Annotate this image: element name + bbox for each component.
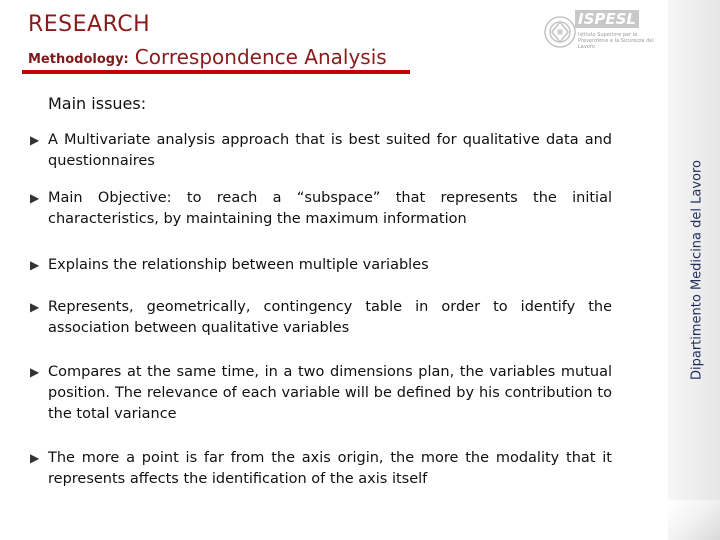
bullet-item [30, 362, 612, 425]
main-issues-heading: Main issues: [48, 94, 147, 113]
bullet-text: Represents, geometrically, contingency table in order to identify the association between qualitative variables [48, 299, 612, 336]
title-prefix: Methodology: [28, 52, 129, 67]
side-department-label: Dipartimento Medicina del Lavoro [689, 159, 705, 381]
page-title: Correspondence Analysis [134, 45, 387, 69]
triangle-right-icon: ▶ [30, 133, 40, 147]
triangle-right-icon: ▶ [30, 258, 40, 272]
bullet-text: Explains the relationship between multiple variables [48, 257, 429, 273]
title-bar-inner [22, 40, 410, 70]
bullet-item [30, 188, 612, 230]
bullet-text: Compares at the same time, in a two dimensions plan, the variables mutual position. The relevance of each variable will be defined by his contribution to the total variance [48, 364, 612, 422]
triangle-right-icon: ▶ [30, 300, 40, 314]
logo-text: ISPESL [575, 10, 639, 28]
bullet-text: The more a point is far from the axis origin, the more the modality that it represents affects the identification of the axis itself [48, 450, 612, 487]
logo-subtitle: Istituto Superiore per la Prevenzione e la Sicurezza del Lavoro [578, 32, 654, 50]
bullet-item [30, 448, 612, 490]
bullet-text: Main Objective: to reach a “subspace” that represents the initial characteristics, by maintaining the maximum information [48, 190, 612, 227]
section-title: RESEARCH [28, 12, 151, 37]
triangle-right-icon: ▶ [30, 365, 40, 379]
bullet-item [30, 255, 612, 276]
page-fold-decoration [668, 500, 720, 540]
title-bar [22, 40, 410, 74]
triangle-right-icon: ▶ [30, 191, 40, 205]
triangle-right-icon: ▶ [30, 451, 40, 465]
bullet-text: A Multivariate analysis approach that is best suited for qualitative data and questionnaires [48, 132, 612, 169]
bullet-item [30, 297, 612, 339]
bullet-item [30, 130, 612, 172]
